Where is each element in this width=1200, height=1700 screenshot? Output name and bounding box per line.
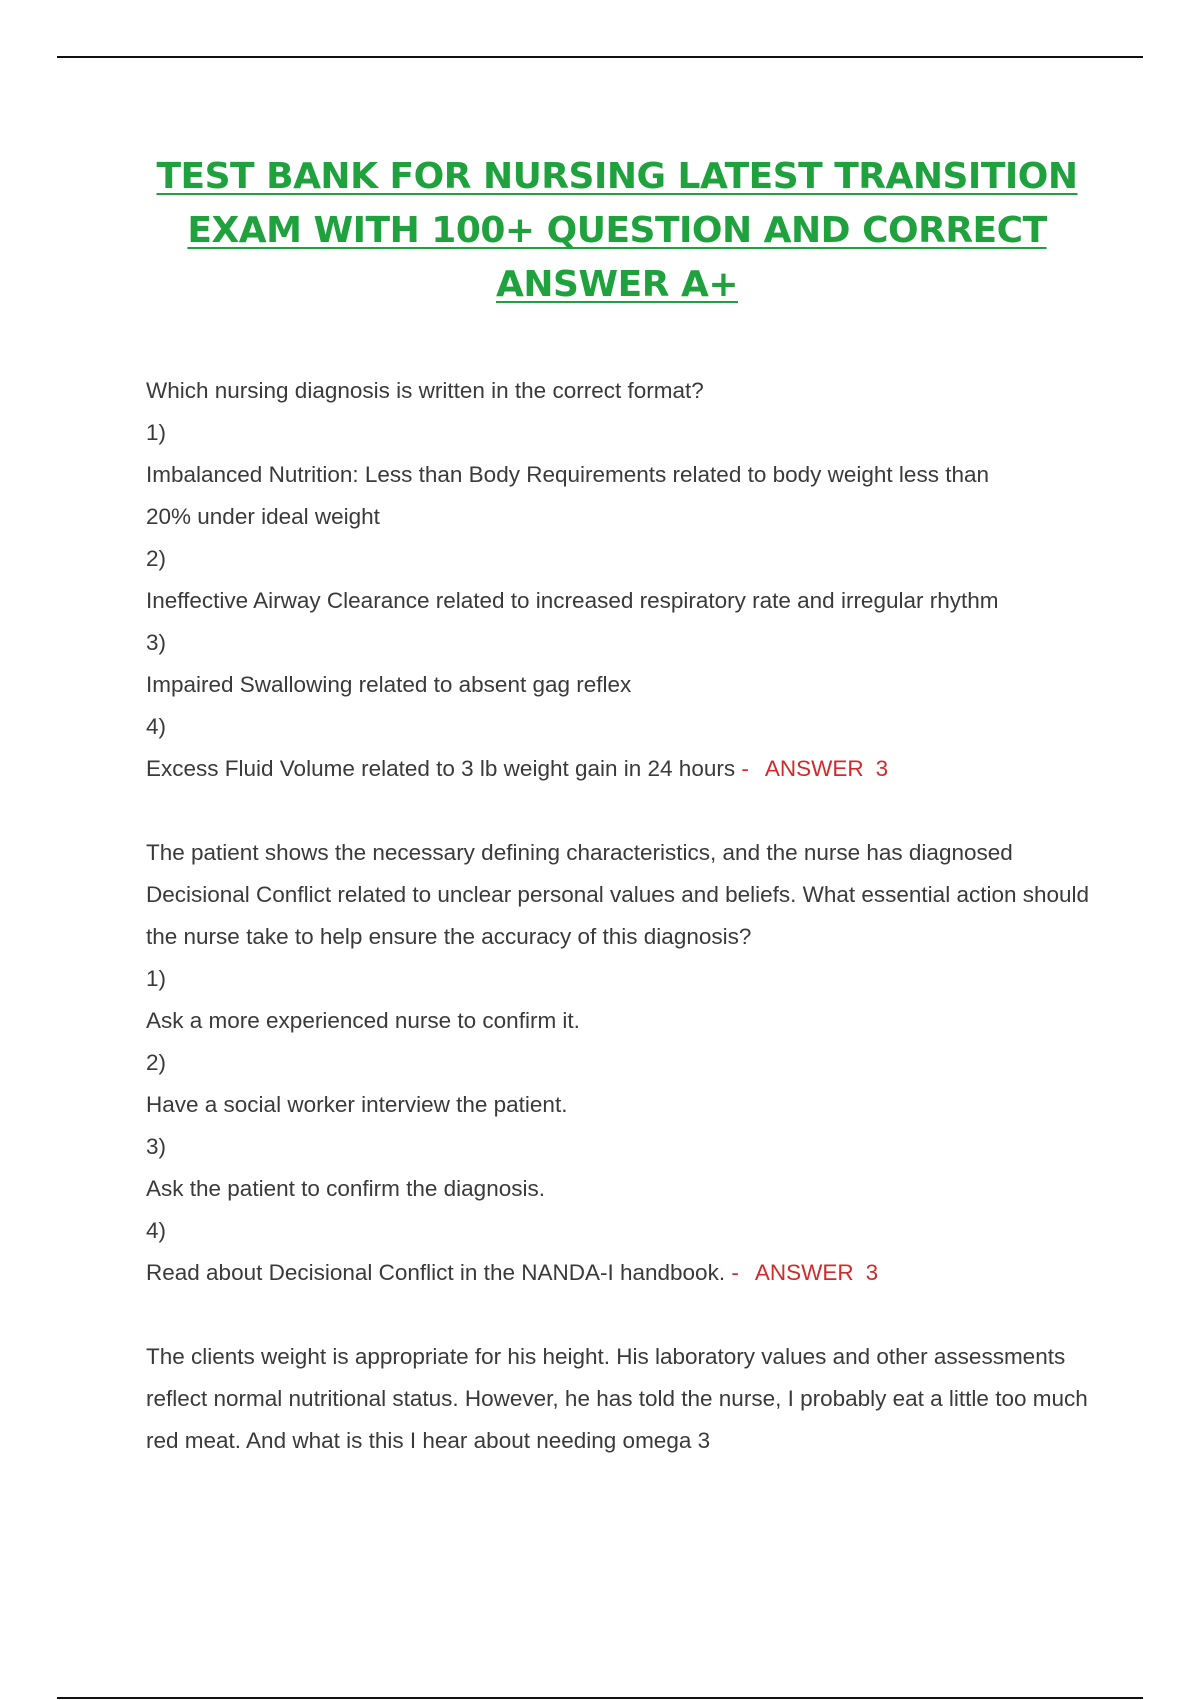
option-text: Have a social worker interview the patient. xyxy=(146,1092,568,1117)
question-text: Which nursing diagnosis is written in the correct format? xyxy=(146,378,704,403)
answer-tag xyxy=(731,1260,878,1285)
option-with-answer xyxy=(146,748,1106,790)
option-number: 1) xyxy=(146,420,167,445)
option-text: Imbalanced Nutrition: Less than Body Requirements related to body weight less than 20% under ideal weight xyxy=(146,462,989,529)
option-number: 3) xyxy=(146,630,167,655)
question-block-3 xyxy=(146,1336,1106,1462)
answer-value: 3 xyxy=(875,756,889,781)
question-list xyxy=(146,370,1106,1462)
question-text: The clients weight is appropriate for his height. His laboratory values and other assessments reflect normal nutritional status. However, he has told the nurse, I probably eat a little too much red meat. And what is this I hear about needing omega 3 xyxy=(146,1344,1088,1453)
question-block-1 xyxy=(146,370,1106,790)
option-number: 4) xyxy=(146,1218,167,1243)
option-number: 2) xyxy=(146,1050,167,1075)
question-text: The patient shows the necessary defining characteristics, and the nurse has diagnosed Decisional Conflict related to unclear personal values and beliefs. What essential action should the nurse take to help ensure the accuracy of this diagnosis? xyxy=(146,840,1090,949)
option-number: 2) xyxy=(146,546,167,571)
option-with-answer xyxy=(146,1252,1106,1294)
option-text: Impaired Swallowing related to absent gag reflex xyxy=(146,672,632,697)
document-title xyxy=(120,150,1114,312)
option-text: Ask the patient to confirm the diagnosis. xyxy=(146,1176,545,1201)
answer-value: 3 xyxy=(865,1260,879,1285)
option-text: Read about Decisional Conflict in the NANDA-I handbook. xyxy=(146,1260,726,1285)
top-rule xyxy=(57,56,1143,58)
title-line-3: ANSWER A+ xyxy=(496,264,738,305)
option-text: Ineffective Airway Clearance related to increased respiratory rate and irregular rhythm xyxy=(146,588,999,613)
option-number: 4) xyxy=(146,714,167,739)
bottom-rule xyxy=(57,1697,1143,1699)
answer-dash: - xyxy=(741,756,749,781)
answer-dash: - xyxy=(731,1260,739,1285)
option-text: Excess Fluid Volume related to 3 lb weight gain in 24 hours xyxy=(146,756,736,781)
answer-label: ANSWER xyxy=(754,1260,854,1285)
answer-tag xyxy=(741,756,888,781)
answer-label: ANSWER xyxy=(764,756,864,781)
title-line-2: EXAM WITH 100+ QUESTION AND CORRECT xyxy=(187,210,1047,251)
option-number: 1) xyxy=(146,966,167,991)
option-text: Ask a more experienced nurse to confirm it. xyxy=(146,1008,580,1033)
option-number: 3) xyxy=(146,1134,167,1159)
title-line-1: TEST BANK FOR NURSING LATEST TRANSITION xyxy=(156,156,1078,197)
question-block-2 xyxy=(146,832,1106,1294)
